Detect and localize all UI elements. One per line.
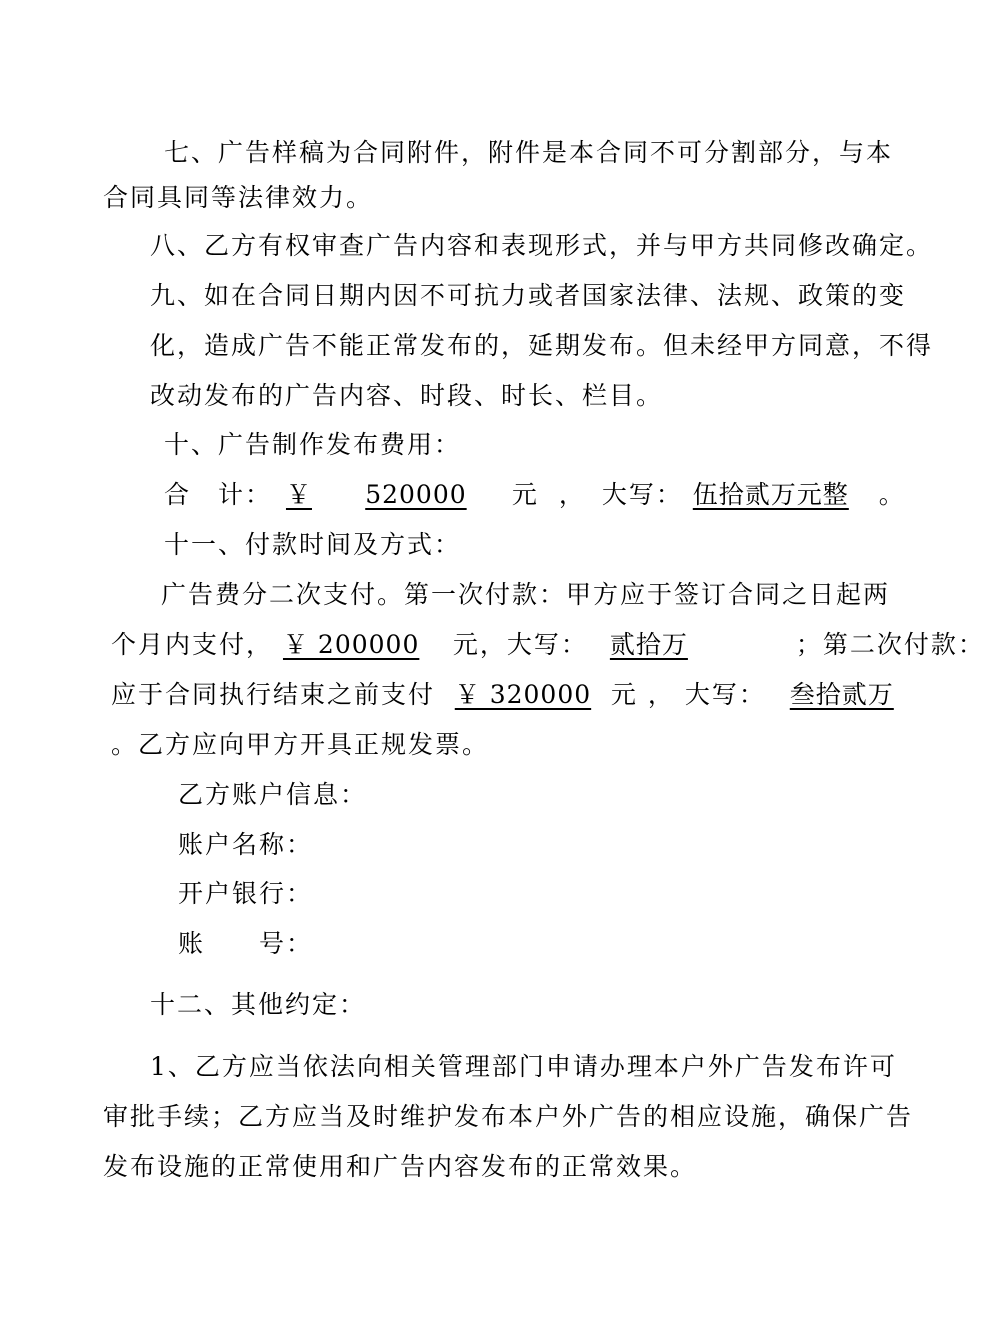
second-payment-capital: 叁拾贰万 [789, 680, 894, 709]
total-comma: ， [558, 480, 586, 509]
line3-prefix: 应于合同执行结束之前支付 [111, 680, 436, 709]
clause9-line1: 九、如在合同日期内因不可抗力或者国家法律、法规、政策的变 [150, 281, 907, 310]
total-end: 。 [878, 480, 906, 509]
clause12-item1-line1: 1、乙方应当依法向相关管理部门申请办理本户外广告发布许可 [150, 1052, 897, 1081]
account-bank-label: 开户银行： [178, 879, 314, 908]
total-label: 合 计： [164, 480, 273, 509]
clause12-heading: 十二、其他约定： [150, 990, 367, 1019]
line2-unit: 元，大写： [452, 630, 588, 659]
clause7-line2: 合同具同等法律效力。 [103, 183, 374, 212]
capital-label: 大写： [601, 480, 683, 509]
total-currency: ￥ [285, 480, 312, 509]
clause11-line3 [111, 680, 908, 710]
line2-prefix: 个月内支付， [111, 630, 274, 659]
line2-suffix: ；第二次付款： [795, 630, 985, 659]
clause11-line1: 广告费分二次支付。第一次付款：甲方应于签订合同之日起两 [161, 580, 891, 609]
total-unit: 元 [511, 480, 539, 509]
account-heading: 乙方账户信息： [178, 780, 368, 809]
clause8-line1: 八、乙方有权审查广告内容和表现形式，并与甲方共同修改确定。 [150, 231, 934, 260]
clause11-heading: 十一、付款时间及方式： [164, 530, 462, 559]
capital-value: 伍拾贰万元整 [692, 480, 849, 509]
clause12-item1-line2: 审批手续；乙方应当及时维护发布本户外广告的相应设施，确保广告 [103, 1102, 914, 1131]
clause11-line2 [111, 630, 985, 660]
line3-unit: 元 ， 大写： [610, 680, 766, 709]
clause11-line4: 。乙方应向甲方开具正规发票。 [111, 730, 490, 759]
clause10-heading: 十、广告制作发布费用： [164, 430, 462, 459]
clause9-line3: 改动发布的广告内容、时段、时长、栏目。 [150, 381, 664, 410]
first-payment-capital: 贰拾万 [609, 630, 688, 659]
clause7-line1: 七、广告样稿为合同附件，附件是本合同不可分割部分，与本 [164, 138, 894, 167]
second-payment-amount: ￥ 320000 [454, 680, 592, 709]
account-number-label: 账 号： [178, 929, 314, 958]
clause12-item1-line3: 发布设施的正常使用和广告内容发布的正常效果。 [103, 1152, 698, 1181]
clause10-total-line [164, 480, 906, 510]
first-payment-amount: ￥ 200000 [282, 630, 420, 659]
account-name-label: 账户名称： [178, 830, 314, 859]
total-amount: 520000 [365, 480, 467, 509]
clause9-line2: 化，造成广告不能正常发布的，延期发布。但未经甲方同意，不得 [150, 331, 934, 360]
